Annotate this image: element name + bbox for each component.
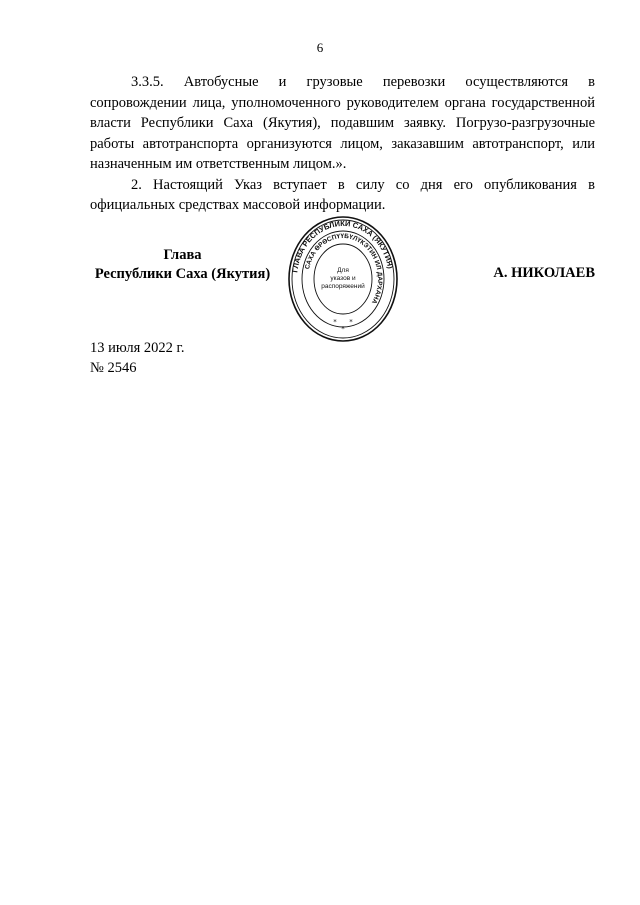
decree-date: 13 июля 2022 г. (90, 340, 185, 356)
seal-center-line2: указов и (330, 275, 356, 282)
signer-title-line1: Глава (163, 247, 202, 263)
signer-name: А. НИКОЛАЕВ (493, 265, 595, 281)
signer-title (90, 246, 275, 284)
decree-number: № 2546 (90, 360, 137, 376)
signer-title-line2: Республики Саха (Якутия) (94, 266, 271, 282)
paragraph-3-3-5: 3.3.5. Автобусные и грузовые перевозки осуществляются в сопровождении лица, уполномоченного руководителем органа государственной власти Республики Саха (Якутия), подавшим заявку. Погрузо-разгрузочные работы автотранспорта организуются лицом, заказавшим автотранспорт, или назначенным им ответственным лицом.». (90, 74, 595, 172)
page-number: 6 (316, 40, 324, 55)
seal-star-icon: * (341, 325, 345, 333)
paragraph-2: 2. Настоящий Указ вступает в силу со дня его опубликования в официальных средствах массовой информации. (90, 176, 595, 213)
decree-body (90, 72, 595, 216)
seal-star-icon: * (349, 318, 353, 326)
seal-center-line3: распоряжений (321, 283, 365, 290)
seal-star-icon: * (333, 318, 337, 326)
official-seal (288, 214, 398, 344)
seal-center-line1: Для (337, 267, 349, 274)
seal-inner-text: САХА ӨРӨСПҮҮБҮЛҮКЭТИН ИЛ ДАРХАНА (304, 232, 384, 305)
seal-outer-text: ГЛАВА РЕСПУБЛИКИ САХА (ЯКУТИЯ) (290, 218, 396, 274)
